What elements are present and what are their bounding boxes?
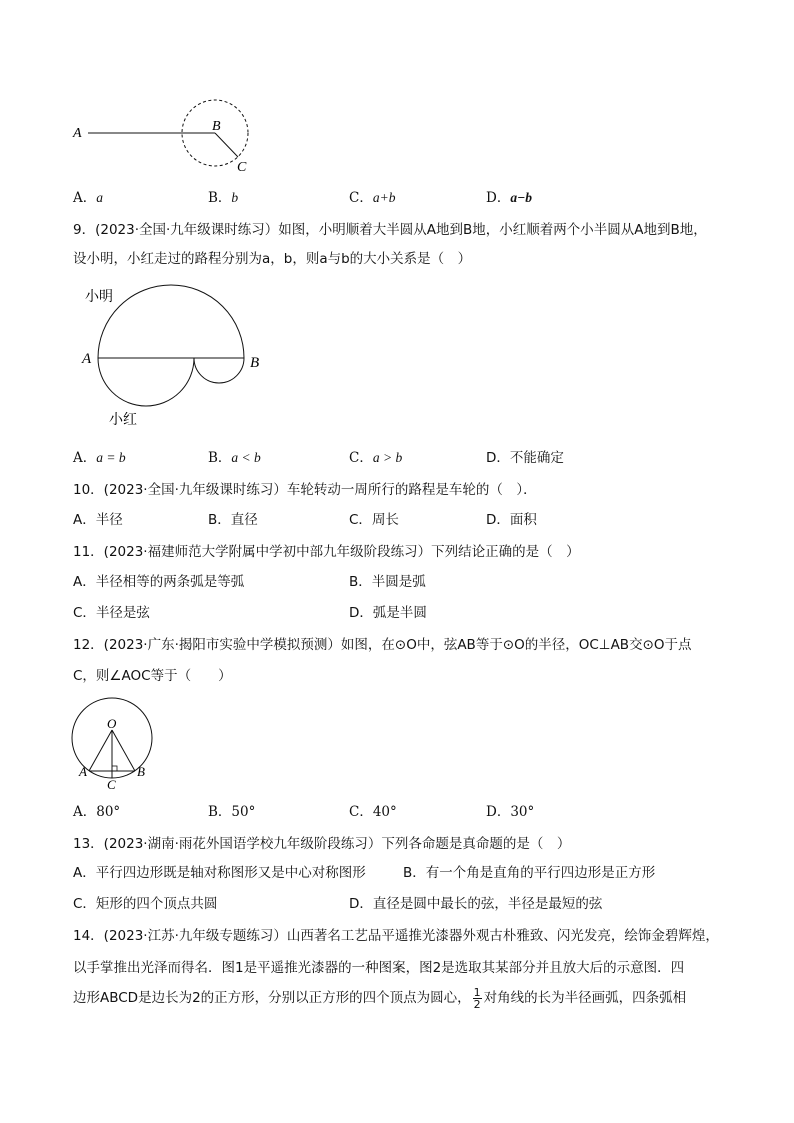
figure-q9	[75, 280, 275, 430]
q9-option-a[interactable]	[73, 446, 126, 466]
option-label: D．	[486, 512, 510, 528]
q8-option-c[interactable]	[349, 186, 395, 206]
q14-text-line3	[73, 986, 686, 1010]
segment-oa	[89, 730, 112, 771]
q13-option-c[interactable]: C．矩形的四个顶点共圆	[73, 896, 218, 912]
q13-option-d[interactable]: D．直径是圆中最长的弦，半径是最短的弦	[349, 896, 603, 912]
option-label: A．	[73, 804, 97, 820]
q12-option-b[interactable]	[208, 800, 255, 820]
q12-text-line2: C，则∠AOC等于（ ）	[73, 668, 232, 684]
option-label: B．	[208, 450, 232, 466]
option-value: 直径	[230, 512, 258, 528]
q11-option-b[interactable]	[349, 570, 426, 590]
label-c: C	[107, 777, 116, 790]
q13-text: 13．(2023·湖南·雨花外国语学校九年级阶段练习）下列各命题是真命题的是（ ）	[73, 836, 571, 852]
q12-option-c[interactable]	[349, 800, 397, 820]
q9-text-line2: 设小明，小红走过的路程分别为a，b，则a与b的大小关系是（ ）	[73, 251, 472, 267]
q11-option-d[interactable]	[349, 601, 427, 621]
q12-option-d[interactable]	[486, 800, 534, 820]
option-value: 弧是半圆	[372, 605, 427, 621]
option-value: 半径	[95, 512, 123, 528]
small-semicircle-1	[98, 358, 194, 406]
q8-option-d[interactable]	[486, 186, 532, 206]
q12-option-a[interactable]	[73, 800, 120, 820]
option-value: 半径是弦	[95, 605, 150, 621]
option-label: D．	[349, 605, 373, 621]
option-label: D．	[486, 190, 511, 206]
q10-option-d[interactable]	[486, 508, 537, 528]
option-label: C．	[349, 512, 372, 528]
option-label: A．	[73, 190, 97, 206]
q9-option-d[interactable]	[486, 446, 564, 466]
option-label: B．	[208, 804, 232, 820]
q12-text-line1: 12．(2023·广东·揭阳市实验中学模拟预测）如图，在⊙O中，弦AB等于⊙O的半径，OC⊥AB交⊙O于点	[73, 637, 692, 653]
fraction-numerator: 1	[473, 985, 481, 999]
q10-option-b[interactable]	[208, 508, 258, 528]
q14-line3-part2: 对角线的长为半径画弧，四条弧相	[483, 990, 687, 1006]
q9-text-line1: 9．(2023·全国·九年级课时练习）如图，小明顺着大半圆从A地到B地，小红顺着两个小半圆从A地到B地，	[73, 222, 707, 238]
option-label: A．	[73, 574, 96, 590]
q11-option-a[interactable]	[73, 570, 244, 590]
option-value: 80°	[96, 804, 121, 820]
option-label: B．	[208, 190, 232, 206]
option-label: C．	[349, 450, 373, 466]
q11-text: 11．(2023·福建师范大学附属中学初中部九年级阶段练习）下列结论正确的是（ ）	[73, 544, 580, 560]
small-semicircle-2	[194, 358, 244, 383]
option-value: a−b	[510, 190, 533, 205]
option-label: D．	[486, 804, 511, 820]
label-a: A	[73, 126, 82, 141]
label-a: A	[79, 764, 87, 779]
fraction-one-half	[473, 987, 482, 1010]
q14-line3-part1: 边形ABCD是边长为2的正方形，分别以正方形的四个顶点为圆心，	[73, 990, 471, 1006]
option-value: a < b	[231, 450, 261, 465]
q10-text: 10．(2023·全国·九年级课时练习）车轮转动一周所行的路程是车轮的（ ）．	[73, 482, 537, 498]
option-value: 半圆是弧	[371, 574, 426, 590]
label-b: B	[212, 119, 221, 134]
q9-option-c[interactable]	[349, 446, 402, 466]
label-b: B	[250, 355, 260, 371]
q9-option-b[interactable]	[208, 446, 261, 466]
option-value: a	[96, 190, 103, 205]
option-label: C．	[349, 190, 373, 206]
option-label: A．	[73, 512, 96, 528]
option-label: B．	[208, 512, 231, 528]
segment-bc	[215, 133, 238, 157]
big-semicircle	[98, 285, 244, 358]
q13-option-b[interactable]: B．有一个角是直角的平行四边形是正方形	[403, 865, 656, 881]
option-label: A．	[73, 450, 97, 466]
figure-q12	[65, 690, 165, 790]
q13-option-a[interactable]: A．平行四边形既是轴对称图形又是中心对称图形	[73, 865, 366, 881]
option-value: a = b	[96, 450, 126, 465]
option-value: 周长	[371, 512, 399, 528]
fraction-denominator: 2	[473, 997, 481, 1011]
label-xiaoming: 小明	[85, 290, 113, 305]
option-value: 半径相等的两条弧是等弧	[95, 574, 245, 590]
option-label: B．	[349, 574, 372, 590]
option-value: a > b	[372, 450, 403, 465]
option-value: 面积	[509, 512, 537, 528]
q11-option-c[interactable]	[73, 601, 150, 621]
q8-option-b[interactable]	[208, 186, 238, 206]
option-value: 30°	[510, 804, 535, 820]
option-label: C．	[349, 804, 373, 820]
option-value: 50°	[231, 804, 256, 820]
label-a: A	[82, 351, 92, 367]
right-angle-mark	[112, 766, 117, 771]
option-value: 不能确定	[509, 450, 564, 466]
label-c: C	[237, 160, 247, 175]
figure-q8	[60, 95, 280, 180]
q14-text-line1: 14．(2023·江苏·九年级专题练习）山西著名工艺品平遥推光漆器外观古朴雅致、闪光发亮，绘饰金碧辉煌，	[73, 928, 719, 944]
option-value: 40°	[372, 804, 397, 820]
option-value: a+b	[372, 190, 396, 205]
q10-option-a[interactable]	[73, 508, 123, 528]
label-o: O	[107, 716, 117, 731]
label-b: B	[137, 764, 145, 779]
q10-option-c[interactable]	[349, 508, 399, 528]
q14-text-line2: 以手掌推出光泽而得名．图1是平遥推光漆器的一种图案，图2是选取其某部分并且放大后的示意图．四	[73, 960, 685, 976]
option-value: b	[231, 190, 239, 205]
segment-ob	[112, 730, 135, 771]
label-xiaohong: 小红	[109, 413, 137, 428]
option-label: C．	[73, 605, 96, 621]
option-label: D．	[486, 450, 510, 466]
q8-option-a[interactable]	[73, 186, 103, 206]
